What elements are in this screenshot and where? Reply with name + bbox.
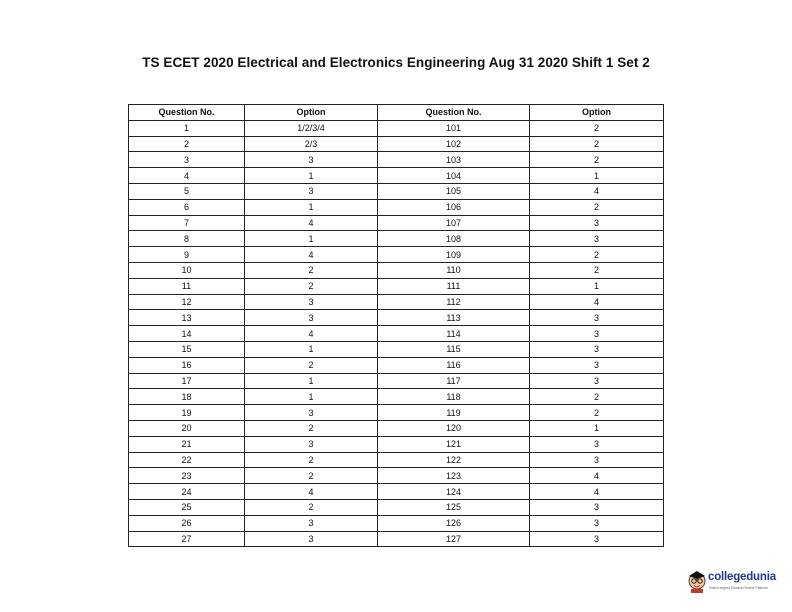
cell-option-left: 2/3 [245,136,378,152]
cell-option-left: 1/2/3/4 [245,120,378,136]
cell-question-no-left: 27 [129,531,245,547]
table-row [129,436,664,452]
table-row [129,215,664,231]
cell-question-no-left: 22 [129,452,245,468]
cell-question-no-left: 19 [129,405,245,421]
table-row [129,326,664,342]
cell-option-left: 3 [245,531,378,547]
cell-question-no-right: 113 [378,310,530,326]
table-row [129,405,664,421]
cell-option-left: 3 [245,152,378,168]
cell-option-left: 2 [245,499,378,515]
table-row [129,278,664,294]
table-row [129,168,664,184]
cell-option-left: 1 [245,341,378,357]
table-row [129,484,664,500]
cell-option-left: 3 [245,310,378,326]
cell-option-right: 3 [530,436,664,452]
cell-option-right: 3 [530,341,664,357]
cell-option-right: 4 [530,484,664,500]
cell-question-no-left: 24 [129,484,245,500]
header-option-right: Option [530,105,664,121]
cell-question-no-left: 14 [129,326,245,342]
table-row [129,247,664,263]
table-row [129,183,664,199]
cell-question-no-left: 20 [129,420,245,436]
table-row [129,420,664,436]
table-row [129,199,664,215]
cell-question-no-left: 21 [129,436,245,452]
cell-option-left: 1 [245,389,378,405]
cell-option-right: 3 [530,310,664,326]
cell-option-left: 1 [245,373,378,389]
cell-question-no-right: 108 [378,231,530,247]
cell-option-left: 3 [245,405,378,421]
table-row [129,515,664,531]
cell-question-no-right: 110 [378,262,530,278]
answer-rows [129,120,664,547]
table-row [129,341,664,357]
cell-question-no-right: 102 [378,136,530,152]
cell-question-no-right: 125 [378,499,530,515]
cell-option-right: 2 [530,120,664,136]
cell-question-no-left: 12 [129,294,245,310]
cell-option-right: 2 [530,152,664,168]
cell-question-no-left: 13 [129,310,245,326]
cell-question-no-right: 103 [378,152,530,168]
cell-option-right: 3 [530,531,664,547]
cell-option-left: 4 [245,326,378,342]
cell-option-left: 2 [245,278,378,294]
cell-question-no-left: 8 [129,231,245,247]
cell-option-right: 4 [530,294,664,310]
cell-option-left: 4 [245,484,378,500]
cell-option-right: 1 [530,168,664,184]
cell-option-left: 2 [245,357,378,373]
cell-question-no-left: 10 [129,262,245,278]
cell-option-right: 2 [530,136,664,152]
table-row [129,389,664,405]
cell-question-no-right: 101 [378,120,530,136]
cell-option-left: 3 [245,294,378,310]
cell-option-right: 3 [530,326,664,342]
cell-option-right: 3 [530,515,664,531]
cell-question-no-right: 116 [378,357,530,373]
table-row [129,452,664,468]
cell-question-no-left: 9 [129,247,245,263]
cell-option-left: 3 [245,183,378,199]
table-row [129,262,664,278]
cell-option-right: 3 [530,452,664,468]
cell-question-no-right: 118 [378,389,530,405]
table-row [129,373,664,389]
cell-option-left: 2 [245,468,378,484]
cell-option-left: 2 [245,420,378,436]
cell-option-left: 1 [245,231,378,247]
cell-question-no-right: 109 [378,247,530,263]
table-row [129,357,664,373]
document-title: TS ECET 2020 Electrical and Electronics Engineering Aug 31 2020 Shift 1 Set 2 [142,55,650,70]
cell-question-no-right: 120 [378,420,530,436]
cell-question-no-left: 26 [129,515,245,531]
cell-option-left: 1 [245,168,378,184]
brand-name: collegedunia [708,571,776,583]
table-row [129,294,664,310]
cell-question-no-left: 23 [129,468,245,484]
cell-option-right: 3 [530,357,664,373]
cell-question-no-left: 7 [129,215,245,231]
cell-question-no-right: 105 [378,183,530,199]
header-option-left: Option [245,105,378,121]
cell-option-right: 2 [530,262,664,278]
cell-question-no-right: 127 [378,531,530,547]
cell-question-no-left: 1 [129,120,245,136]
cell-question-no-right: 112 [378,294,530,310]
cell-question-no-left: 25 [129,499,245,515]
header-question-no-left: Question No. [129,105,245,121]
cell-question-no-right: 106 [378,199,530,215]
cell-option-left: 4 [245,247,378,263]
cell-option-right: 1 [530,420,664,436]
cell-question-no-right: 107 [378,215,530,231]
cell-question-no-right: 114 [378,326,530,342]
cell-option-right: 2 [530,247,664,263]
table-row [129,499,664,515]
cell-question-no-left: 6 [129,199,245,215]
cell-question-no-right: 126 [378,515,530,531]
cell-question-no-left: 16 [129,357,245,373]
cell-question-no-left: 18 [129,389,245,405]
table-row [129,136,664,152]
cell-option-left: 3 [245,436,378,452]
table-row [129,120,664,136]
cell-question-no-right: 104 [378,168,530,184]
cell-question-no-left: 15 [129,341,245,357]
cell-option-right: 2 [530,199,664,215]
cell-option-left: 4 [245,215,378,231]
cell-option-right: 1 [530,278,664,294]
cell-option-right: 2 [530,389,664,405]
cell-option-right: 4 [530,183,664,199]
header-question-no-right: Question No. [378,105,530,121]
cell-question-no-right: 122 [378,452,530,468]
cell-question-no-right: 115 [378,341,530,357]
cell-question-no-left: 4 [129,168,245,184]
cell-question-no-left: 5 [129,183,245,199]
table-row [129,152,664,168]
cell-option-left: 3 [245,515,378,531]
cell-option-right: 3 [530,231,664,247]
cell-question-no-right: 124 [378,484,530,500]
table-row [129,531,664,547]
cell-question-no-left: 3 [129,152,245,168]
cell-question-no-left: 2 [129,136,245,152]
table-row [129,310,664,326]
brand-tagline: India's largest Student Review Platform [709,586,769,590]
cell-question-no-left: 11 [129,278,245,294]
cell-question-no-left: 17 [129,373,245,389]
cell-question-no-right: 123 [378,468,530,484]
answer-key-table [128,104,664,547]
cell-option-right: 3 [530,499,664,515]
cell-option-right: 3 [530,373,664,389]
cell-option-right: 2 [530,405,664,421]
table-header-row [129,105,664,121]
cell-option-left: 2 [245,262,378,278]
brand-logo [686,566,790,596]
mascot-logo-icon [686,566,708,594]
cell-question-no-right: 111 [378,278,530,294]
cell-question-no-right: 119 [378,405,530,421]
cell-option-right: 3 [530,215,664,231]
cell-option-right: 4 [530,468,664,484]
cell-option-left: 2 [245,452,378,468]
cell-option-left: 1 [245,199,378,215]
table-row [129,231,664,247]
table-row [129,468,664,484]
cell-question-no-right: 121 [378,436,530,452]
cell-question-no-right: 117 [378,373,530,389]
